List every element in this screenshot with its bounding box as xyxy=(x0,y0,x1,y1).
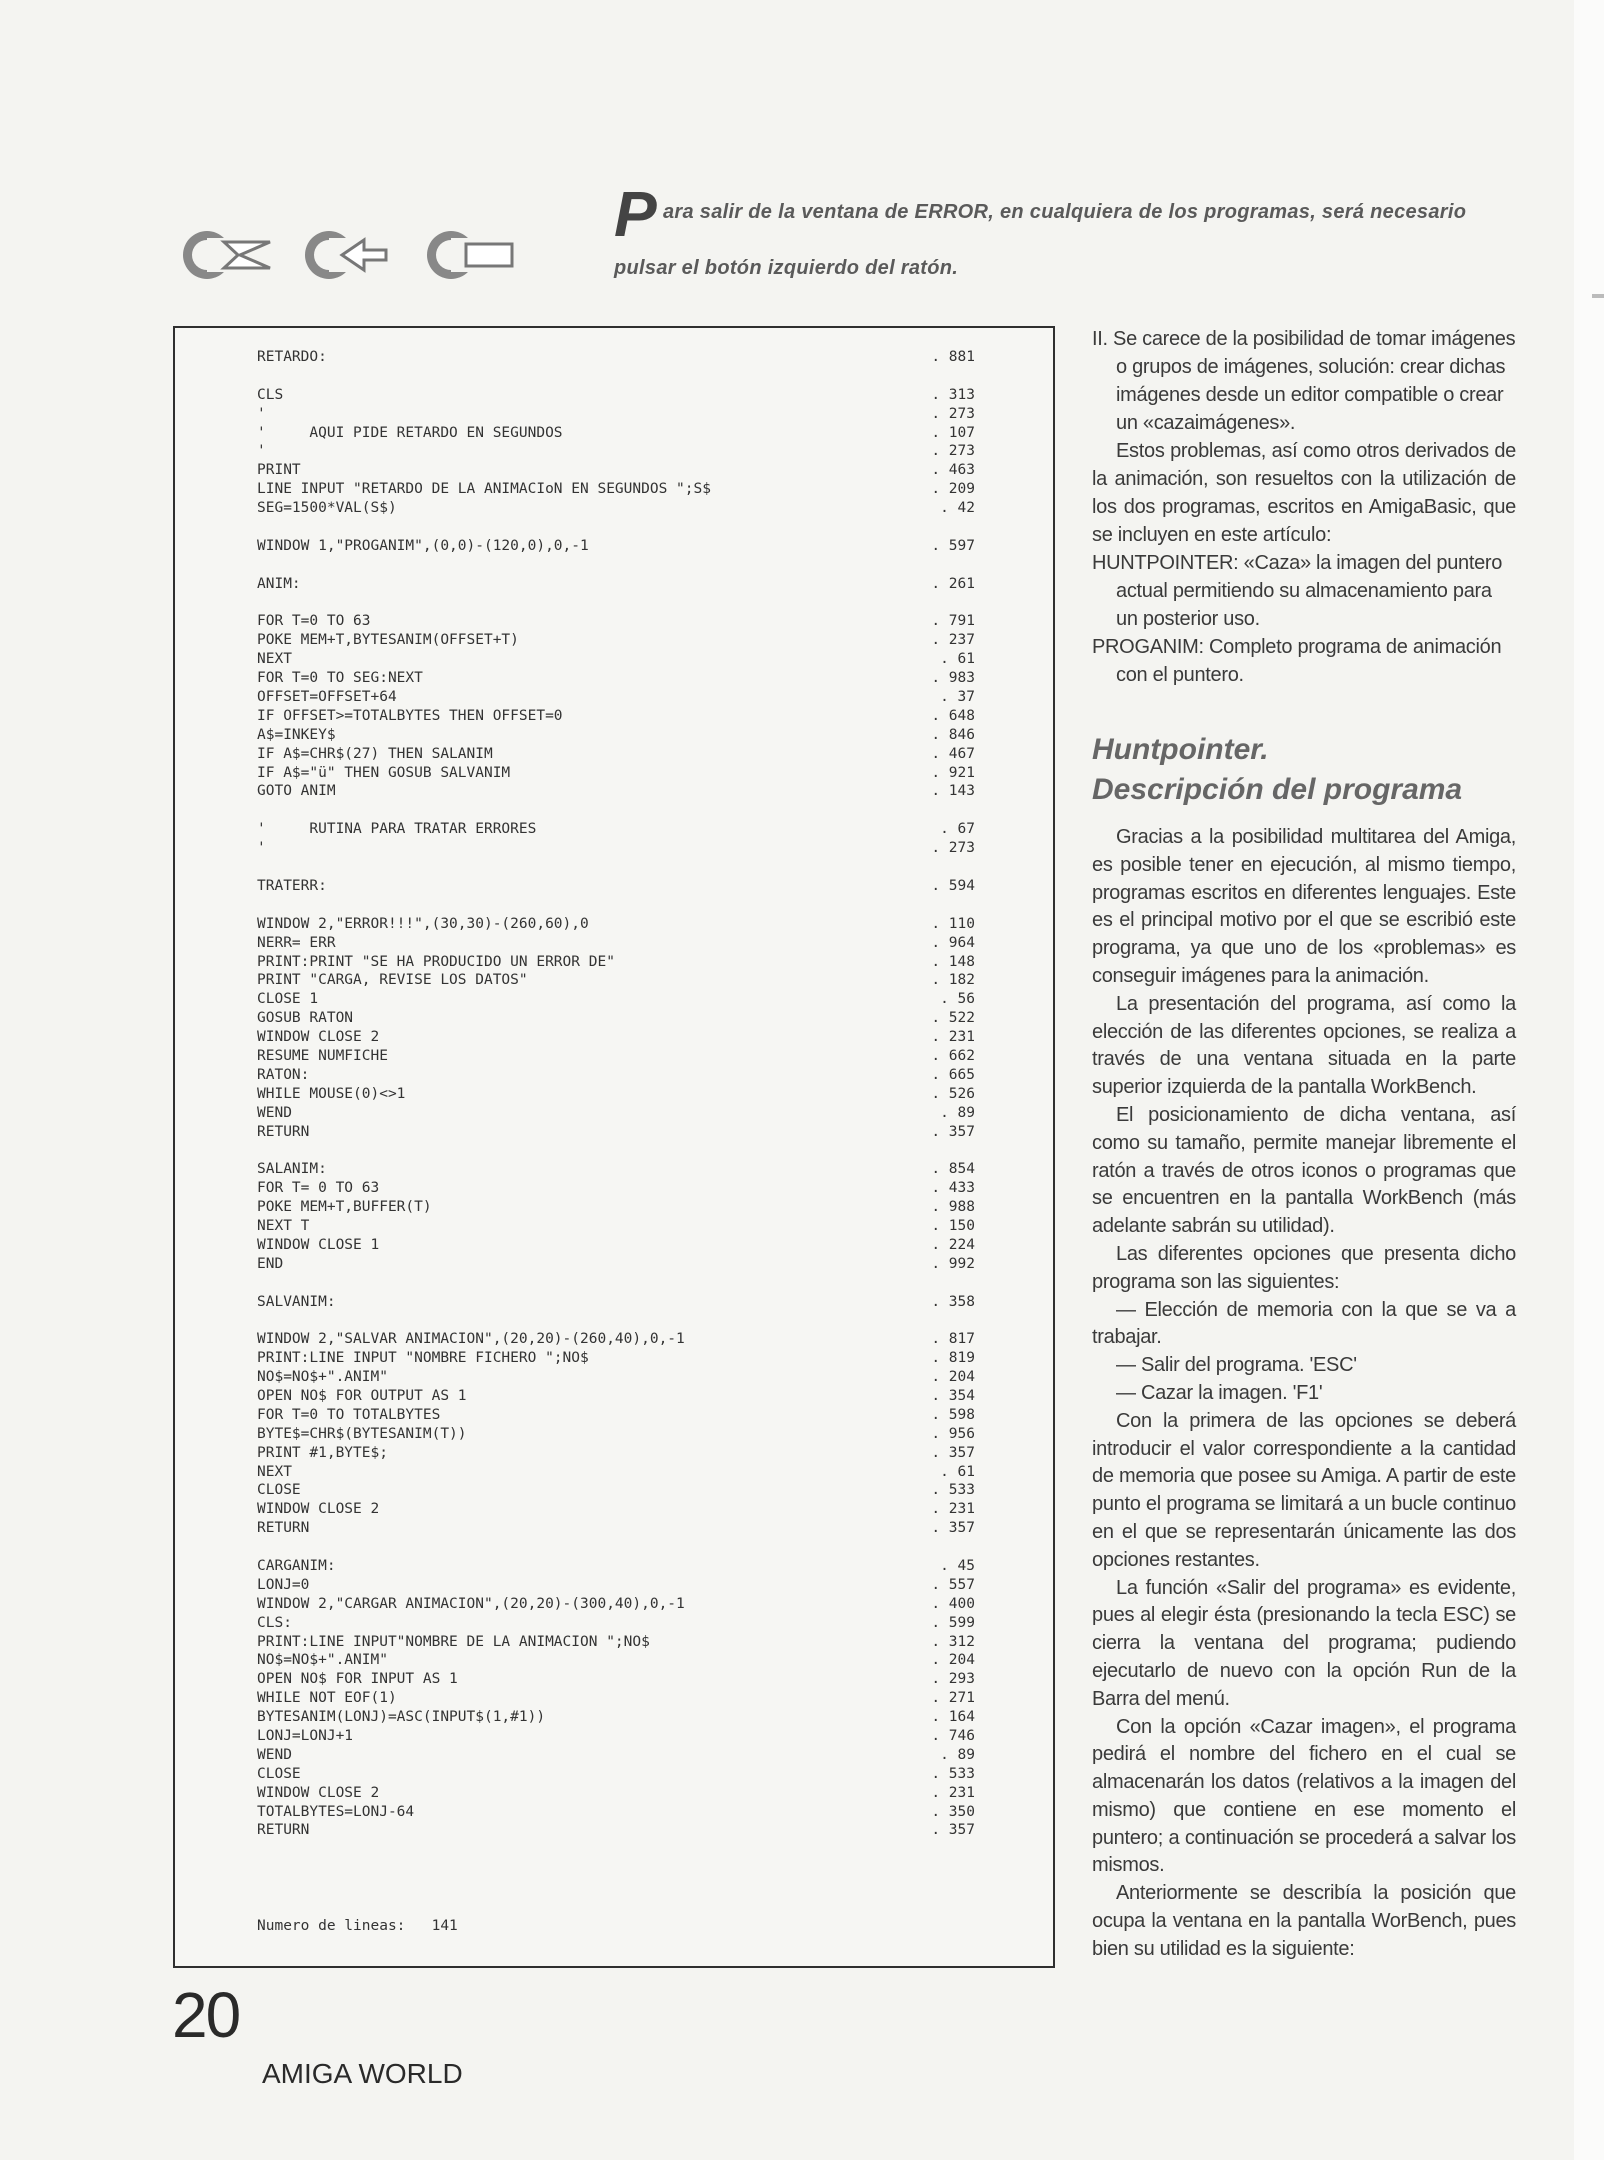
code-line xyxy=(257,348,975,367)
code-text: CLS xyxy=(257,386,284,403)
code-text: WEND xyxy=(257,1104,292,1121)
code-text: FOR T= 0 TO 63 xyxy=(257,1180,380,1197)
code-text: SEG=1500*VAL(S$) xyxy=(257,500,397,517)
code-text: BYTE$=CHR$(BYTESANIM(T)) xyxy=(257,1425,467,1442)
code-text: PRINT:LINE INPUT"NOMBRE DE LA ANIMACION ";NO$ xyxy=(257,1633,650,1650)
code-checksum: . 143 xyxy=(931,783,975,800)
code-line xyxy=(257,405,975,424)
code-checksum: . 522 xyxy=(931,1010,975,1027)
commodore-logo-3-icon xyxy=(424,228,520,282)
code-line xyxy=(257,537,975,556)
code-checksum: . 846 xyxy=(931,726,975,743)
paragraph: Con la primera de las opciones se deberá introducir el valor correspondiente a la cantidad de memoria que posee su Amiga. A partir de este punto el programa se limitará a un bucle continuo en el que se representarán únicamente las dos opciones restantes. xyxy=(1092,1409,1516,1571)
code-line xyxy=(257,915,975,934)
commodore-logo-1-icon xyxy=(180,228,276,282)
code-checksum: . 89 xyxy=(940,1746,975,1763)
code-checksum: . 467 xyxy=(931,745,975,762)
code-checksum: . 204 xyxy=(931,1369,975,1386)
code-checksum: . 45 xyxy=(940,1558,975,1574)
code-line xyxy=(257,953,975,972)
code-text: PRINT:LINE INPUT "NOMBRE FICHERO ";NO$ xyxy=(257,1350,589,1367)
code-checksum: . 433 xyxy=(931,1180,975,1197)
code-line xyxy=(257,1349,975,1368)
section-heading-line2: Descripción del programa xyxy=(1092,773,1463,806)
code-text: SALVANIM: xyxy=(257,1293,336,1310)
paragraph: Las diferentes opciones que presenta dicho programa son las siguientes: xyxy=(1092,1242,1516,1293)
code-line xyxy=(257,726,975,745)
code-text: NERR= ERR xyxy=(257,934,336,951)
code-text: WHILE NOT EOF(1) xyxy=(257,1690,397,1707)
code-line xyxy=(257,1104,975,1123)
code-text: FOR T=0 TO 63 xyxy=(257,613,371,630)
code-checksum: . 313 xyxy=(931,386,975,403)
code-text: CLS: xyxy=(257,1614,292,1631)
code-checksum: . 921 xyxy=(931,764,975,781)
code-checksum: . 164 xyxy=(931,1709,975,1726)
code-text: RATON: xyxy=(257,1066,310,1083)
paragraph: II. Se carece de la posibilidad de tomar imágenes o grupos de imágenes, solución: crear dichas imágenes desde un editor compatible o crear un «cazaimágenes». xyxy=(1092,328,1516,434)
code-checksum: . 271 xyxy=(931,1690,975,1707)
code-text: TRATERR: xyxy=(257,877,327,894)
code-line xyxy=(257,745,975,764)
code-checksum: . 231 xyxy=(931,1501,975,1518)
code-text: NEXT T xyxy=(257,1217,310,1234)
code-line xyxy=(257,1293,975,1312)
code-text: WINDOW 2,"ERROR!!!",(30,30)-(260,60),0 xyxy=(257,915,589,932)
code-text: BYTESANIM(LONJ)=ASC(INPUT$(1,#1)) xyxy=(257,1709,546,1726)
code-lines xyxy=(257,348,975,1840)
code-checksum: . 662 xyxy=(931,1047,975,1064)
paragraph: — Salir del programa. 'ESC' xyxy=(1116,1354,1357,1377)
code-text: RESUME NUMFICHE xyxy=(257,1047,388,1064)
code-text: PRINT xyxy=(257,462,301,479)
edge-mark xyxy=(1592,294,1604,298)
code-line xyxy=(257,934,975,953)
code-checksum: . 854 xyxy=(931,1161,975,1178)
code-line xyxy=(257,442,975,461)
code-checksum: . 357 xyxy=(931,1520,975,1537)
code-text: WINDOW 2,"CARGAR ANIMACION",(20,20)-(300,40),0,-1 xyxy=(257,1595,685,1612)
code-line xyxy=(257,707,975,726)
code-checksum: . 110 xyxy=(931,915,975,932)
code-line xyxy=(257,386,975,405)
paragraph: La presentación del programa, así como la elección de las diferentes opciones, se realiza a través de una ventana situada en la parte superior izquierda de la pantalla WorkBench. xyxy=(1092,992,1516,1099)
paragraph: HUNTPOINTER: «Caza» la imagen del puntero actual permitiendo su almacenamiento para un posterior uso. xyxy=(1092,552,1503,630)
code-text: GOTO ANIM xyxy=(257,783,336,800)
code-line xyxy=(257,1557,975,1576)
code-text: PRINT #1,BYTE$; xyxy=(257,1444,388,1461)
code-line xyxy=(257,1047,975,1066)
code-checksum: . 273 xyxy=(931,443,975,460)
code-text: TOTALBYTES=LONJ-64 xyxy=(257,1803,415,1820)
code-checksum: . 597 xyxy=(931,537,975,554)
code-line xyxy=(257,688,975,707)
code-line xyxy=(257,1444,975,1463)
paragraph: Estos problemas, así como otros derivados de la animación, son resueltos con la utilización de los dos programas, escritos en AmigaBasic, que se incluyen en este artículo: xyxy=(1092,440,1516,546)
code-checksum: . 357 xyxy=(931,1822,975,1839)
code-text: IF A$="ü" THEN GOSUB SALVANIM xyxy=(257,764,511,781)
code-checksum: . 557 xyxy=(931,1576,975,1593)
code-checksum: . 293 xyxy=(931,1671,975,1688)
code-checksum: . 224 xyxy=(931,1236,975,1253)
code-line xyxy=(257,1009,975,1028)
code-line xyxy=(257,1651,975,1670)
code-text: NEXT xyxy=(257,651,292,668)
caption-text: ara salir de la ventana de ERROR, en cualquiera de los programas, será necesario pulsar el botón izquierdo del ratón. xyxy=(614,201,1467,279)
code-line xyxy=(257,1255,975,1274)
code-text: SALANIM: xyxy=(257,1161,327,1178)
code-text: WINDOW CLOSE 2 xyxy=(257,1501,380,1518)
code-checksum: . 67 xyxy=(940,821,975,838)
code-line xyxy=(257,499,975,518)
code-line xyxy=(257,1406,975,1425)
code-text: FOR T=0 TO TOTALBYTES xyxy=(257,1406,441,1423)
code-checksum: . 209 xyxy=(931,481,975,498)
paragraph: La función «Salir del programa» es evidente, pues al elegir ésta (presionando la tecla ESC) se cierra la ventana del programa; pudiendo ejecutarlo de nuevo con la opción Run de la Barra del menú. xyxy=(1092,1576,1516,1710)
paragraph: Con la opción «Cazar imagen», el programa pedirá el nombre del fichero en el cual se almacenarán los datos (relativos a la imagen del mismo) que contiene en ese momento el puntero; a continuación se procederá a salvar los mismos. xyxy=(1092,1715,1516,1877)
code-line xyxy=(257,1746,975,1765)
code-checksum: . 533 xyxy=(931,1765,975,1782)
code-line xyxy=(257,1576,975,1595)
code-checksum: . 182 xyxy=(931,972,975,989)
code-checksum: . 273 xyxy=(931,405,975,422)
code-checksum: . 358 xyxy=(931,1293,975,1310)
code-text: CLOSE xyxy=(257,1765,301,1782)
code-checksum: . 746 xyxy=(931,1728,975,1745)
code-text: WINDOW 1,"PROGANIM",(0,0)-(120,0),0,-1 xyxy=(257,537,589,554)
code-text: WHILE MOUSE(0)<>1 xyxy=(257,1085,406,1102)
code-checksum: . 988 xyxy=(931,1199,975,1216)
code-line xyxy=(257,1217,975,1236)
code-line xyxy=(257,1179,975,1198)
paragraph: — Cazar la imagen. 'F1' xyxy=(1116,1381,1323,1404)
body-text-column xyxy=(1092,824,1516,1964)
code-checksum: . 61 xyxy=(940,1463,975,1480)
code-checksum: . 599 xyxy=(931,1614,975,1631)
code-text: CLOSE 1 xyxy=(257,991,319,1008)
code-text: POKE MEM+T,BUFFER(T) xyxy=(257,1199,432,1216)
code-text: IF A$=CHR$(27) THEN SALANIM xyxy=(257,745,493,762)
code-text: RETURN xyxy=(257,1822,310,1839)
code-line xyxy=(257,1821,975,1840)
code-text: NO$=NO$+".ANIM" xyxy=(257,1652,388,1669)
code-text: OPEN NO$ FOR INPUT AS 1 xyxy=(257,1671,458,1688)
code-line xyxy=(257,782,975,801)
code-checksum: . 357 xyxy=(931,1123,975,1140)
code-checksum: . 261 xyxy=(931,575,975,592)
code-text: A$=INKEY$ xyxy=(257,726,336,743)
code-checksum: . 107 xyxy=(931,424,975,441)
code-line xyxy=(257,1028,975,1047)
code-text: ' xyxy=(257,405,266,422)
code-checksum: . 526 xyxy=(931,1085,975,1102)
code-checksum: . 533 xyxy=(931,1482,975,1499)
code-line xyxy=(257,1368,975,1387)
code-checksum: . 204 xyxy=(931,1652,975,1669)
code-checksum: . 150 xyxy=(931,1217,975,1234)
code-line xyxy=(257,1689,975,1708)
paragraph: PROGANIM: Completo programa de animación con el puntero. xyxy=(1092,636,1502,686)
code-line xyxy=(257,1198,975,1217)
code-checksum: . 791 xyxy=(931,613,975,630)
code-text: WEND xyxy=(257,1746,292,1763)
code-checksum: . 881 xyxy=(931,349,975,365)
code-line xyxy=(257,1784,975,1803)
code-checksum: . 817 xyxy=(931,1331,975,1348)
code-line xyxy=(257,1481,975,1500)
code-text: ANIM: xyxy=(257,575,301,592)
code-text: CARGANIM: xyxy=(257,1558,336,1574)
commodore-logo-2-icon xyxy=(302,228,398,282)
code-checksum: . 231 xyxy=(931,1029,975,1046)
code-text: WINDOW CLOSE 2 xyxy=(257,1029,380,1046)
section-heading-line1: Huntpointer. xyxy=(1092,733,1269,766)
code-line xyxy=(257,1708,975,1727)
code-line xyxy=(257,820,975,839)
page-edge xyxy=(1574,0,1604,2160)
code-text: END xyxy=(257,1255,284,1272)
paragraph: Gracias a la posibilidad multitarea del Amiga, es posible tener en ejecución, al mismo tiempo, programas escritos en diferentes lenguajes. Este es el principal motivo por el que se escribió este programa, ya que uno de los «problemas» es conseguir imágenes para la animación. xyxy=(1092,826,1516,987)
code-line xyxy=(257,764,975,783)
code-checksum: . 357 xyxy=(931,1444,975,1461)
code-checksum: . 89 xyxy=(940,1104,975,1121)
code-checksum: . 956 xyxy=(931,1425,975,1442)
code-line xyxy=(257,612,975,631)
code-line xyxy=(257,424,975,443)
code-checksum: . 37 xyxy=(940,689,975,706)
code-text: ' xyxy=(257,443,266,460)
code-line xyxy=(257,1614,975,1633)
code-checksum: . 56 xyxy=(940,991,975,1008)
code-line xyxy=(257,1670,975,1689)
code-line xyxy=(257,1633,975,1652)
code-checksum: . 312 xyxy=(931,1633,975,1650)
code-text: RETURN xyxy=(257,1123,310,1140)
code-checksum: . 648 xyxy=(931,707,975,724)
magazine-name: AMIGA WORLD xyxy=(262,2058,463,2089)
code-text: PRINT:PRINT "SE HA PRODUCIDO UN ERROR DE" xyxy=(257,953,615,970)
code-line xyxy=(257,1519,975,1538)
code-line xyxy=(257,1765,975,1784)
code-line xyxy=(257,1500,975,1519)
code-checksum: . 594 xyxy=(931,877,975,894)
code-line xyxy=(257,1387,975,1406)
code-line xyxy=(257,1425,975,1444)
code-line xyxy=(257,1595,975,1614)
paragraph: El posicionamiento de dicha ventana, así como su tamaño, permite manejar libremente el ratón a través de otros iconos o programas que se encuentren en la pantalla WorkBench (más adelante sabrán su utilidad). xyxy=(1092,1103,1516,1238)
code-text: NO$=NO$+".ANIM" xyxy=(257,1369,388,1386)
code-text: ' RUTINA PARA TRATAR ERRORES xyxy=(257,821,537,838)
code-checksum: . 231 xyxy=(931,1784,975,1801)
code-checksum: . 463 xyxy=(931,462,975,479)
code-text: LINE INPUT "RETARDO DE LA ANIMACIoN EN SEGUNDOS ";S$ xyxy=(257,481,711,498)
code-line xyxy=(257,1330,975,1349)
page-number: 20 xyxy=(172,1979,240,2051)
code-text: ' xyxy=(257,840,266,857)
code-line xyxy=(257,631,975,650)
code-line xyxy=(257,480,975,499)
code-line xyxy=(257,1085,975,1104)
code-line xyxy=(257,971,975,990)
code-checksum: . 350 xyxy=(931,1803,975,1820)
code-text: WINDOW CLOSE 1 xyxy=(257,1236,380,1253)
intro-text-column xyxy=(1092,325,1516,689)
section-heading xyxy=(1092,730,1532,810)
code-text: CLOSE xyxy=(257,1482,301,1499)
code-checksum: . 273 xyxy=(931,840,975,857)
code-checksum: . 61 xyxy=(940,651,975,668)
code-line xyxy=(257,1160,975,1179)
code-line xyxy=(257,1463,975,1482)
code-line xyxy=(257,990,975,1009)
code-line xyxy=(257,1727,975,1746)
code-checksum: . 964 xyxy=(931,934,975,951)
code-checksum: . 42 xyxy=(940,500,975,517)
code-text: LONJ=0 xyxy=(257,1576,310,1593)
code-text: IF OFFSET>=TOTALBYTES THEN OFFSET=0 xyxy=(257,707,563,724)
code-checksum: . 237 xyxy=(931,632,975,649)
line-count: Numero de lineas: 141 xyxy=(257,1918,458,1934)
code-text: ' AQUI PIDE RETARDO EN SEGUNDOS xyxy=(257,424,563,441)
code-checksum: . 354 xyxy=(931,1387,975,1404)
code-checksum: . 400 xyxy=(931,1595,975,1612)
code-checksum: . 983 xyxy=(931,670,975,687)
code-line xyxy=(257,839,975,858)
code-line xyxy=(257,461,975,480)
code-text: RETURN xyxy=(257,1520,310,1537)
code-text: WINDOW 2,"SALVAR ANIMACION",(20,20)-(260,40),0,-1 xyxy=(257,1331,685,1348)
code-line xyxy=(257,650,975,669)
code-text: LONJ=LONJ+1 xyxy=(257,1728,354,1745)
code-checksum: . 665 xyxy=(931,1066,975,1083)
code-line xyxy=(257,877,975,896)
code-text: RETARDO: xyxy=(257,349,327,365)
caption-dropcap: P xyxy=(614,178,657,250)
code-line xyxy=(257,669,975,688)
code-text: PRINT "CARGA, REVISE LOS DATOS" xyxy=(257,972,528,989)
code-text: GOSUB RATON xyxy=(257,1010,354,1027)
code-checksum: . 598 xyxy=(931,1406,975,1423)
paragraph: Anteriormente se describía la posición que ocupa la ventana en la pantalla WorBench, pues bien su utilidad es la siguiente: xyxy=(1092,1882,1516,1960)
paragraph: — Elección de memoria con la que se va a trabajar. xyxy=(1092,1298,1516,1349)
code-line xyxy=(257,1803,975,1822)
code-checksum: . 148 xyxy=(931,953,975,970)
code-line xyxy=(257,1066,975,1085)
code-line xyxy=(257,575,975,594)
code-text: NEXT xyxy=(257,1463,292,1480)
code-text: FOR T=0 TO SEG:NEXT xyxy=(257,670,423,687)
code-text: WINDOW CLOSE 2 xyxy=(257,1784,380,1801)
code-text: POKE MEM+T,BYTESANIM(OFFSET+T) xyxy=(257,632,519,649)
code-listing xyxy=(173,326,1055,1968)
page-caption xyxy=(614,178,1524,296)
code-text: OFFSET=OFFSET+64 xyxy=(257,689,397,706)
code-line xyxy=(257,1236,975,1255)
code-text: OPEN NO$ FOR OUTPUT AS 1 xyxy=(257,1387,467,1404)
logo-row xyxy=(180,228,520,282)
code-checksum: . 992 xyxy=(931,1255,975,1272)
code-line xyxy=(257,1123,975,1142)
code-checksum: . 819 xyxy=(931,1350,975,1367)
